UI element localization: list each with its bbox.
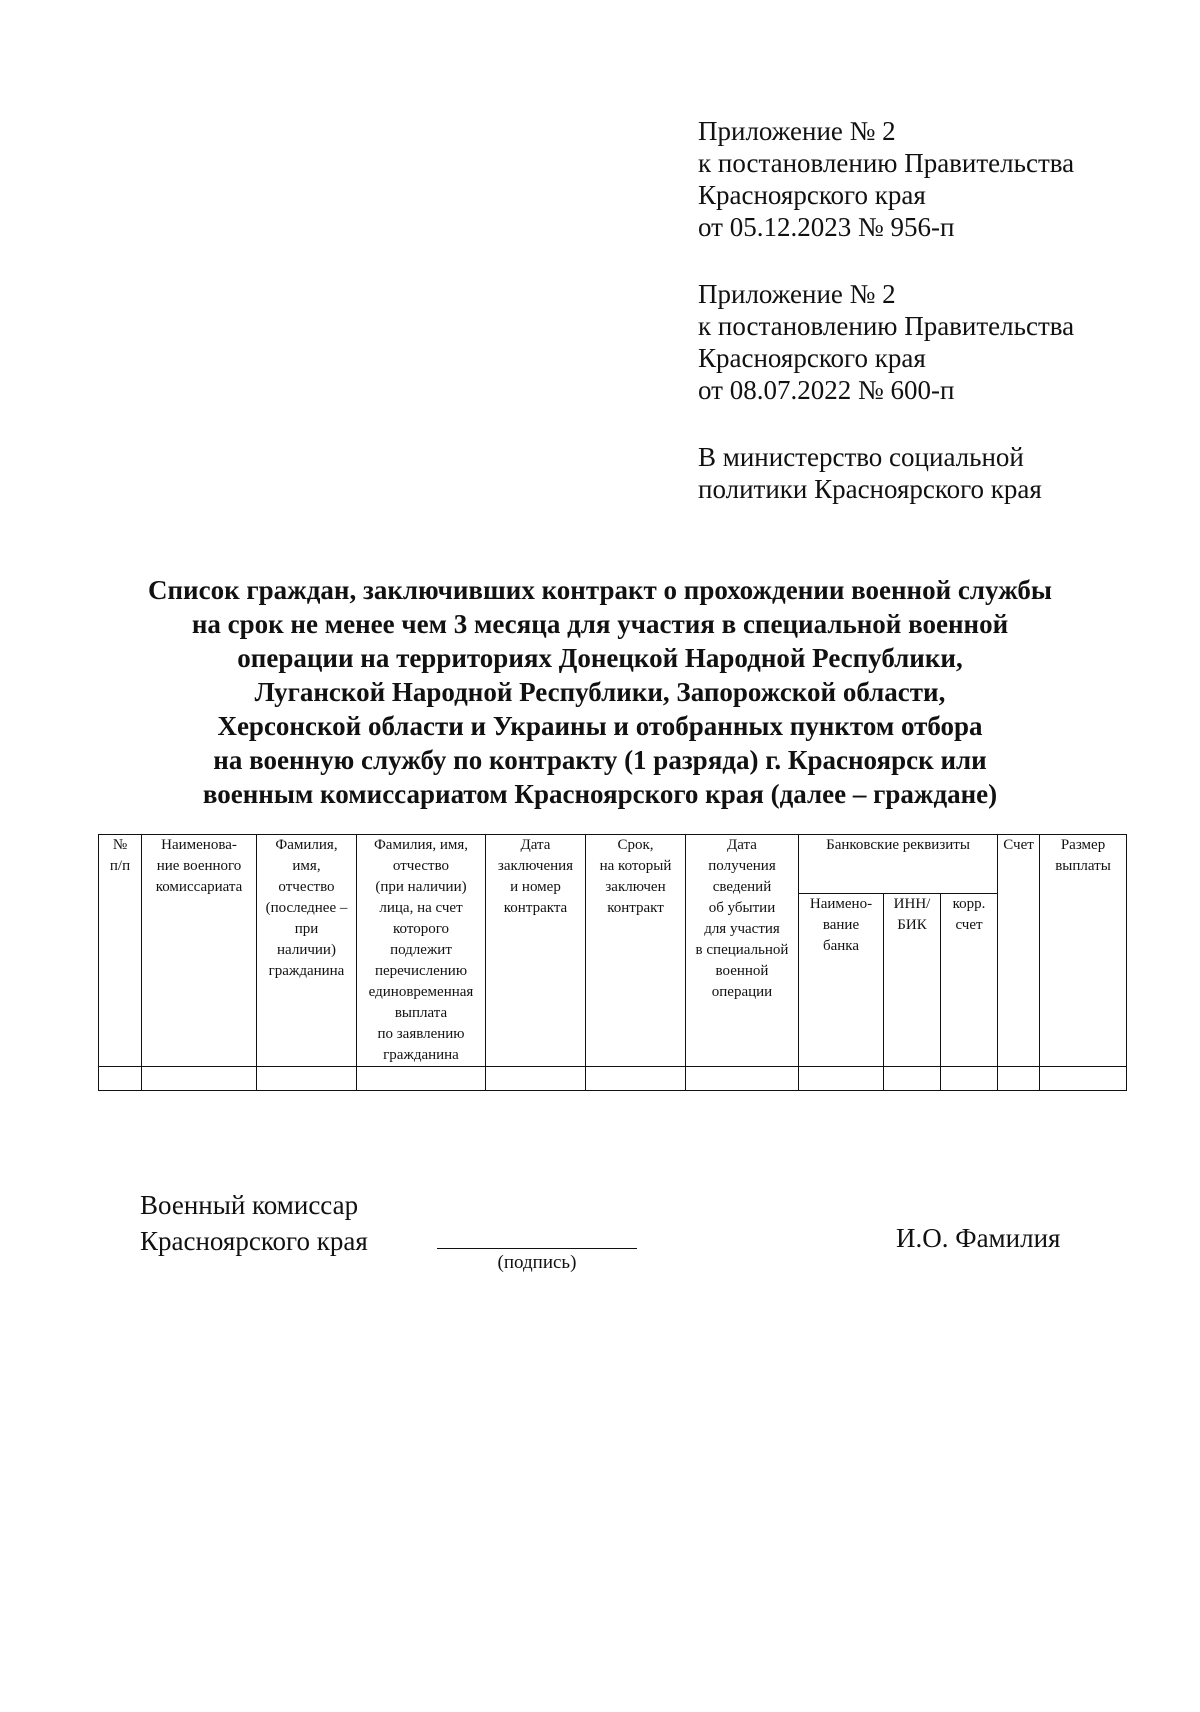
table-cell xyxy=(884,1067,941,1091)
col-header-inn-bik: ИНН/ БИК xyxy=(884,894,941,1067)
annex-line: к постановлению Правительства xyxy=(698,311,1075,341)
table-cell xyxy=(686,1067,799,1091)
title-line: Херсонской области и Украины и отобранных пунктом отбора xyxy=(217,711,983,741)
table-cell xyxy=(99,1067,142,1091)
annex-line: от 05.12.2023 № 956-п xyxy=(698,212,955,242)
col-header-info-date: Дата получения сведений об убытии для участия в специальной военной операции xyxy=(686,835,799,1067)
signer-name: И.О. Фамилия xyxy=(896,1223,1061,1253)
col-header-corr-account: корр. счет xyxy=(941,894,998,1067)
title-line: Список граждан, заключивших контракт о прохождении военной службы xyxy=(148,575,1052,605)
table-cell xyxy=(486,1067,586,1091)
col-header-contract-date: Дата заключения и номер контракта xyxy=(486,835,586,1067)
title-line: на срок не менее чем 3 месяца для участия в специальной военной xyxy=(191,609,1009,639)
annex-line: Приложение № 2 xyxy=(698,279,896,309)
addressee-block xyxy=(698,441,1042,505)
signer-line: Военный комиссар xyxy=(140,1190,359,1220)
col-header-number: № п/п xyxy=(99,835,142,1067)
col-header-contract-term: Срок, на который заключен контракт xyxy=(586,835,686,1067)
document-title xyxy=(100,573,1100,811)
signer-line: Красноярского края xyxy=(140,1226,368,1256)
table-row xyxy=(99,1067,1127,1091)
annex-line: к постановлению Правительства xyxy=(698,148,1075,178)
addressee-line: В министерство социальной xyxy=(698,442,1024,472)
table-cell xyxy=(941,1067,998,1091)
annex-block-2022 xyxy=(698,278,1074,406)
col-header-bank-name: Наимено- вание банка xyxy=(799,894,884,1067)
annex-line: Красноярского края xyxy=(698,180,926,210)
annex-block-2023 xyxy=(698,115,1074,243)
col-header-payment-size: Размер выплаты xyxy=(1040,835,1127,1067)
col-header-bank-details: Банковские реквизиты xyxy=(799,835,998,894)
signature-line xyxy=(437,1248,637,1249)
signature-caption: (подпись) xyxy=(497,1252,577,1273)
annex-line: Приложение № 2 xyxy=(698,116,896,146)
table-cell xyxy=(799,1067,884,1091)
table-cell xyxy=(586,1067,686,1091)
title-line: военным комиссариатом Красноярского края (далее – граждане) xyxy=(202,779,998,809)
table-cell xyxy=(257,1067,357,1091)
title-line: на военную службу по контракту (1 разряда) г. Красноярск или xyxy=(213,745,987,775)
table-cell xyxy=(998,1067,1040,1091)
annex-line: Красноярского края xyxy=(698,343,926,373)
annex-line: от 08.07.2022 № 600-п xyxy=(698,375,955,405)
signer-title xyxy=(140,1187,368,1259)
table-cell xyxy=(357,1067,486,1091)
table-cell xyxy=(142,1067,257,1091)
col-header-payee-name: Фамилия, имя, отчество (при наличии) лица, на счет которого подлежит перечислению единовременная выплата по заявлению гражданина xyxy=(357,835,486,1067)
col-header-citizen-name: Фамилия, имя, отчество (последнее – при наличии) гражданина xyxy=(257,835,357,1067)
addressee-line: политики Красноярского края xyxy=(698,474,1042,504)
table-cell xyxy=(1040,1067,1127,1091)
citizens-list-table xyxy=(98,834,1127,1091)
col-header-commissariat: Наименова- ние военного комиссариата xyxy=(142,835,257,1067)
table-header-row xyxy=(99,835,1127,894)
col-header-account: Счет xyxy=(998,835,1040,1067)
title-line: Луганской Народной Республики, Запорожской области, xyxy=(254,677,946,707)
title-line: операции на территориях Донецкой Народной Республики, xyxy=(237,643,963,673)
